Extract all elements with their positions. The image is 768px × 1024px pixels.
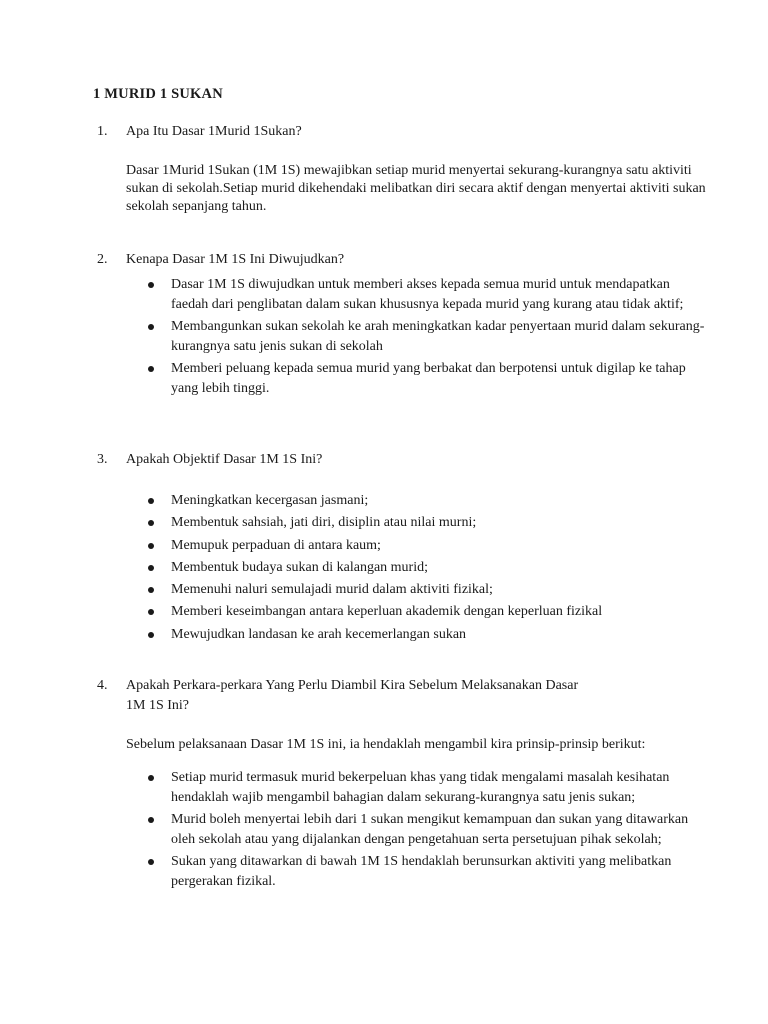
question-number: 2. bbox=[97, 252, 108, 267]
list-item-text: Memenuhi naluri semulajadi murid dalam aktiviti fizikal; bbox=[171, 582, 493, 598]
list-item-text: Sukan yang ditawarkan di bawah 1M 1S hendaklah berunsurkan aktiviti yang melibatkan pergerakan fizikal. bbox=[171, 854, 672, 889]
question-2 bbox=[97, 250, 697, 270]
question-text-line-1: Apakah Perkara-perkara Yang Perlu Diambil Kira Sebelum Melaksanakan Dasar bbox=[126, 678, 579, 693]
question-text: Apakah Objektif Dasar 1M 1S Ini? bbox=[126, 452, 323, 467]
list-item bbox=[126, 580, 706, 600]
list-item bbox=[126, 536, 706, 556]
bullet-icon bbox=[148, 324, 154, 330]
list-item-text: Murid boleh menyertai lebih dari 1 sukan mengikut kemampuan dan sukan yang ditawarkan oleh sekolah atau yang dijalankan dengan pengetahuan serta persetujuan pihak sekolah; bbox=[171, 812, 689, 847]
objectives-list bbox=[126, 491, 706, 647]
bullet-icon bbox=[148, 282, 154, 288]
list-item bbox=[126, 625, 706, 645]
question-number: 4. bbox=[97, 678, 108, 693]
question-number: 1. bbox=[97, 124, 108, 139]
list-item bbox=[126, 558, 706, 578]
bullet-icon bbox=[148, 775, 154, 781]
question-4 bbox=[97, 676, 697, 716]
list-item-text: Membangunkan sukan sekolah ke arah meningkatkan kadar penyertaan murid dalam sekurang-kurangnya satu jenis sukan di sekolah bbox=[171, 319, 705, 354]
bullet-icon bbox=[148, 565, 154, 571]
bullet-icon bbox=[148, 859, 154, 865]
question-text: Apa Itu Dasar 1Murid 1Sukan? bbox=[126, 124, 302, 139]
answer-paragraph-1: Dasar 1Murid 1Sukan (1M 1S) mewajibkan setiap murid menyertai sekurang-kurangnya satu aktiviti sukan di sekolah.Setiap murid dikehendaki melibatkan diri secara aktif dengan menyertai aktiviti sukan sekolah sepanjang tahun. bbox=[126, 163, 706, 214]
list-item-text: Membentuk budaya sukan di kalangan murid; bbox=[171, 559, 428, 575]
question-1 bbox=[97, 122, 697, 142]
list-item bbox=[126, 359, 706, 399]
bullet-icon bbox=[148, 498, 154, 504]
list-item bbox=[126, 491, 706, 511]
question-text: Kenapa Dasar 1M 1S Ini Diwujudkan? bbox=[126, 252, 345, 267]
list-item-text: Memberi peluang kepada semua murid yang berbakat dan berpotensi untuk digilap ke tahap yang lebih tinggi. bbox=[171, 361, 686, 396]
list-item-text: Meningkatkan kecergasan jasmani; bbox=[171, 493, 369, 508]
bullet-icon bbox=[148, 632, 154, 638]
document-title: 1 MURID 1 SUKAN bbox=[93, 86, 223, 102]
list-item bbox=[126, 513, 706, 533]
list-item-text: Setiap murid termasuk murid bekerpeluan khas yang tidak mengalami masalah kesihatan hendaklah wajib mengambil bahagian dalam sekurang-kurangnya satu jenis sukan; bbox=[171, 770, 670, 805]
bullet-icon bbox=[148, 587, 154, 593]
bullet-icon bbox=[148, 520, 154, 526]
list-item bbox=[126, 317, 706, 357]
list-item-text: Membentuk sahsiah, jati diri, disiplin atau nilai murni; bbox=[171, 515, 477, 531]
list-item bbox=[126, 810, 706, 850]
list-item-text: Memberi keseimbangan antara keperluan akademik dengan keperluan fizikal bbox=[171, 604, 603, 620]
list-item-text: Memupuk perpaduan di antara kaum; bbox=[171, 537, 381, 553]
bullet-icon bbox=[148, 817, 154, 823]
bullet-icon bbox=[148, 366, 154, 372]
list-item bbox=[126, 602, 706, 622]
reasons-list bbox=[126, 275, 706, 401]
principles-list bbox=[126, 768, 706, 894]
question-text-line-2: 1M 1S Ini? bbox=[126, 698, 189, 713]
question-3 bbox=[97, 450, 697, 470]
list-item bbox=[126, 852, 706, 892]
question-number: 3. bbox=[97, 452, 108, 467]
bullet-icon bbox=[148, 609, 154, 615]
list-item-text: Dasar 1M 1S diwujudkan untuk memberi akses kepada semua murid untuk mendapatkan faedah dari penglibatan dalam sukan khususnya kepada murid yang kurang atau tidak aktif; bbox=[171, 277, 684, 312]
answer-paragraph-4: Sebelum pelaksanaan Dasar 1M 1S ini, ia hendaklah mengambil kira prinsip-prinsip berikut: bbox=[126, 737, 646, 752]
list-item bbox=[126, 275, 706, 315]
list-item-text: Mewujudkan landasan ke arah kecemerlangan sukan bbox=[171, 626, 467, 642]
bullet-icon bbox=[148, 543, 154, 549]
list-item bbox=[126, 768, 706, 808]
